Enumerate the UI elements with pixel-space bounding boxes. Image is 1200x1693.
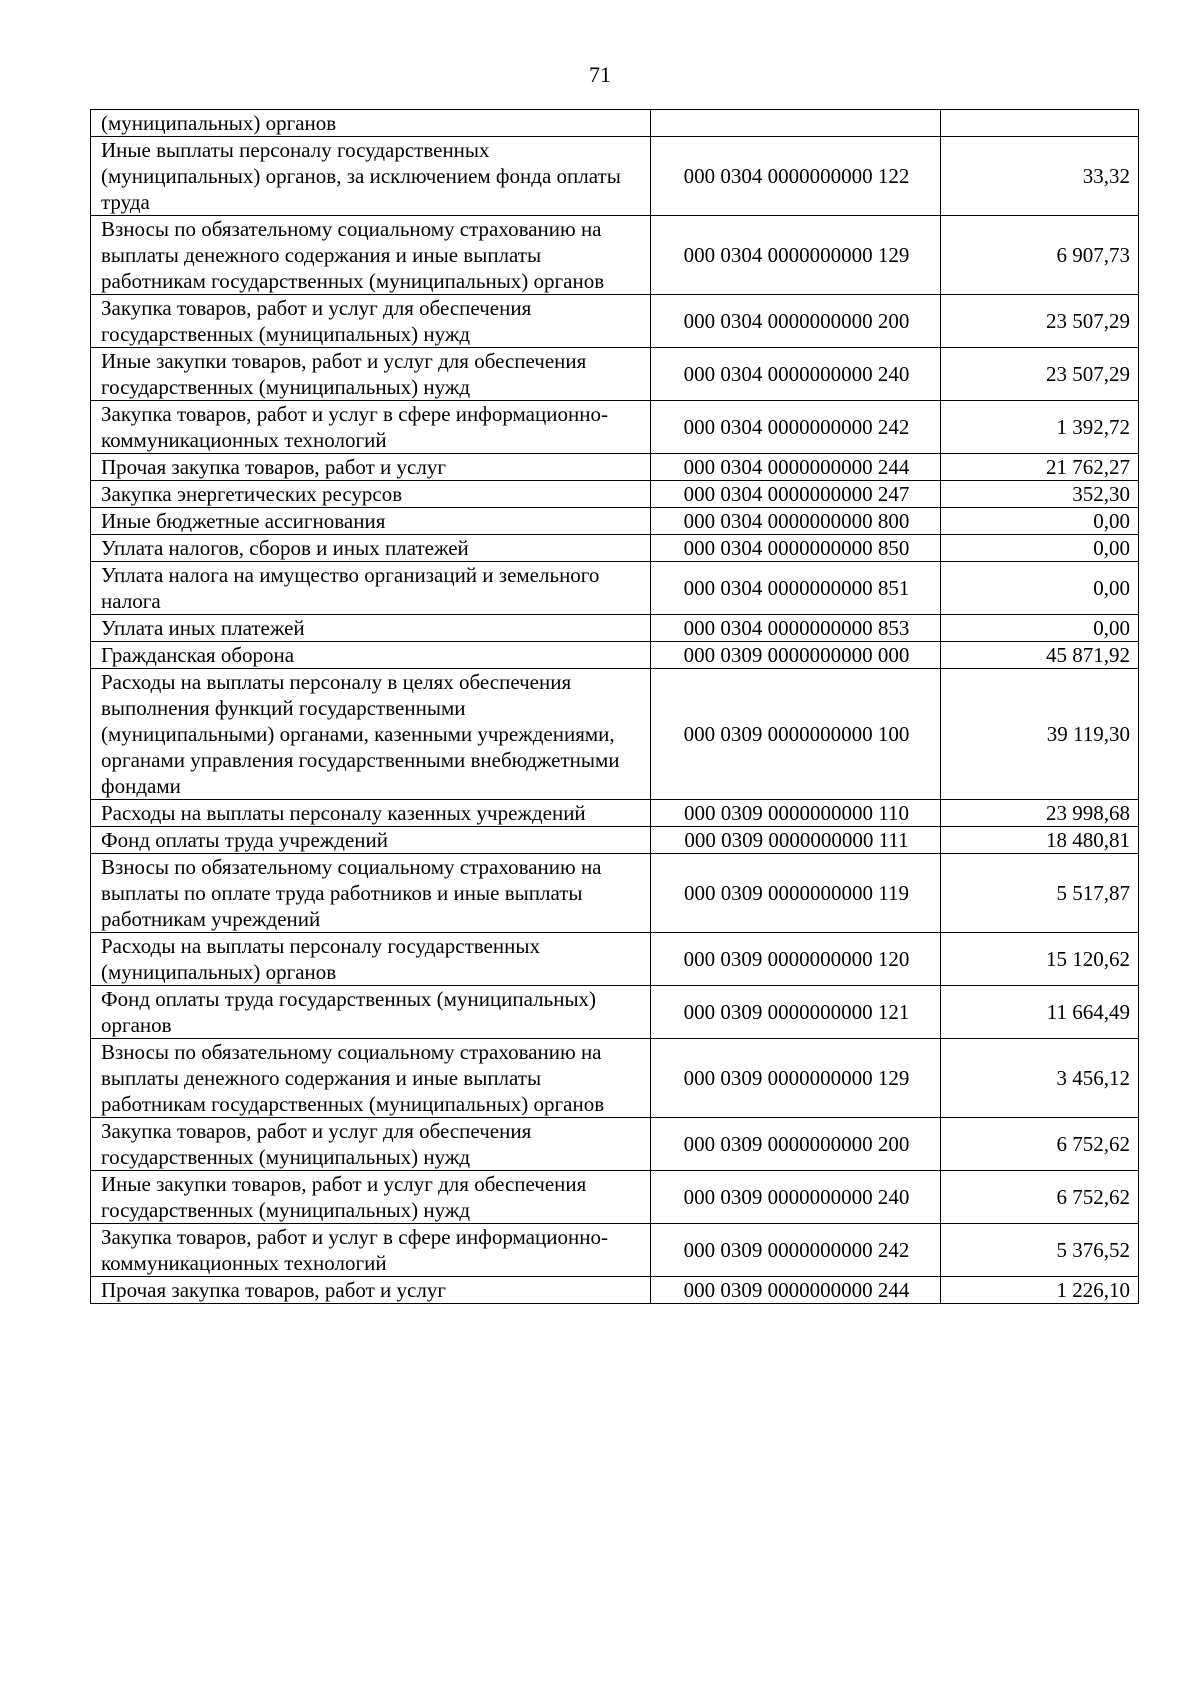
table-row: [91, 1171, 1139, 1224]
table-row: [91, 508, 1139, 535]
table-row: [91, 854, 1139, 933]
row-code-cell: 000 0304 0000000000 800: [651, 508, 941, 535]
row-description-cell: Уплата налогов, сборов и иных платежей: [91, 535, 651, 562]
row-description-cell: Взносы по обязательному социальному страхованию на выплаты денежного содержания и иные выплаты работникам государственных (муниципальных) органов: [91, 216, 651, 295]
row-amount-cell: 33,32: [941, 137, 1139, 216]
row-description-cell: Закупка товаров, работ и услуг для обеспечения государственных (муниципальных) нужд: [91, 295, 651, 348]
row-description-cell: Уплата налога на имущество организаций и земельного налога: [91, 562, 651, 615]
table-row: [91, 137, 1139, 216]
row-amount-cell: [941, 110, 1139, 137]
row-code-cell: 000 0304 0000000000 851: [651, 562, 941, 615]
row-description-cell: Закупка товаров, работ и услуг в сфере информационно-коммуникационных технологий: [91, 401, 651, 454]
page-number: 71: [589, 62, 611, 87]
table-row: [91, 827, 1139, 854]
table-row: [91, 481, 1139, 508]
row-amount-cell: 39 119,30: [941, 669, 1139, 800]
row-amount-cell: 0,00: [941, 508, 1139, 535]
row-description-cell: Прочая закупка товаров, работ и услуг: [91, 1277, 651, 1304]
row-amount-cell: 0,00: [941, 615, 1139, 642]
row-code-cell: 000 0309 0000000000 110: [651, 800, 941, 827]
row-amount-cell: 11 664,49: [941, 986, 1139, 1039]
table-row: [91, 535, 1139, 562]
row-amount-cell: 23 507,29: [941, 295, 1139, 348]
row-code-cell: 000 0309 0000000000 111: [651, 827, 941, 854]
row-amount-cell: 6 752,62: [941, 1118, 1139, 1171]
row-amount-cell: 1 226,10: [941, 1277, 1139, 1304]
budget-table: [90, 109, 1139, 1304]
row-amount-cell: 352,30: [941, 481, 1139, 508]
row-code-cell: 000 0304 0000000000 850: [651, 535, 941, 562]
row-amount-cell: 45 871,92: [941, 642, 1139, 669]
row-code-cell: 000 0309 0000000000 121: [651, 986, 941, 1039]
row-code-cell: 000 0309 0000000000 240: [651, 1171, 941, 1224]
row-amount-cell: 0,00: [941, 562, 1139, 615]
row-code-cell: 000 0304 0000000000 244: [651, 454, 941, 481]
row-amount-cell: 6 752,62: [941, 1171, 1139, 1224]
row-amount-cell: 6 907,73: [941, 216, 1139, 295]
row-description-cell: Закупка товаров, работ и услуг для обеспечения государственных (муниципальных) нужд: [91, 1118, 651, 1171]
budget-table-body: [91, 110, 1139, 1304]
table-row: [91, 454, 1139, 481]
row-code-cell: 000 0309 0000000000 129: [651, 1039, 941, 1118]
row-description-cell: Иные закупки товаров, работ и услуг для обеспечения государственных (муниципальных) нужд: [91, 348, 651, 401]
row-amount-cell: 21 762,27: [941, 454, 1139, 481]
row-code-cell: 000 0309 0000000000 100: [651, 669, 941, 800]
row-description-cell: Иные бюджетные ассигнования: [91, 508, 651, 535]
row-code-cell: 000 0309 0000000000 000: [651, 642, 941, 669]
row-code-cell: 000 0304 0000000000 240: [651, 348, 941, 401]
row-description-cell: Расходы на выплаты персоналу казенных учреждений: [91, 800, 651, 827]
table-row: [91, 1039, 1139, 1118]
row-code-cell: 000 0304 0000000000 242: [651, 401, 941, 454]
row-amount-cell: 5 376,52: [941, 1224, 1139, 1277]
row-amount-cell: 0,00: [941, 535, 1139, 562]
table-row: [91, 110, 1139, 137]
row-amount-cell: 3 456,12: [941, 1039, 1139, 1118]
row-description-cell: Иные закупки товаров, работ и услуг для обеспечения государственных (муниципальных) нужд: [91, 1171, 651, 1224]
row-code-cell: 000 0309 0000000000 242: [651, 1224, 941, 1277]
row-code-cell: 000 0304 0000000000 129: [651, 216, 941, 295]
row-description-cell: Закупка энергетических ресурсов: [91, 481, 651, 508]
row-description-cell: Расходы на выплаты персоналу государственных (муниципальных) органов: [91, 933, 651, 986]
row-description-cell: Расходы на выплаты персоналу в целях обеспечения выполнения функций государственными (муниципальными) органами, казенными учреждениями, органами управления государственными внебюджетными фондами: [91, 669, 651, 800]
row-amount-cell: 15 120,62: [941, 933, 1139, 986]
row-description-cell: Взносы по обязательному социальному страхованию на выплаты по оплате труда работников и иные выплаты работникам учреждений: [91, 854, 651, 933]
row-description-cell: (муниципальных) органов: [91, 110, 651, 137]
row-code-cell: 000 0309 0000000000 244: [651, 1277, 941, 1304]
table-row: [91, 800, 1139, 827]
table-row: [91, 615, 1139, 642]
row-description-cell: Иные выплаты персоналу государственных (муниципальных) органов, за исключением фонда оплаты труда: [91, 137, 651, 216]
row-code-cell: 000 0304 0000000000 200: [651, 295, 941, 348]
row-code-cell: 000 0309 0000000000 119: [651, 854, 941, 933]
table-row: [91, 986, 1139, 1039]
table-row: [91, 933, 1139, 986]
row-amount-cell: 18 480,81: [941, 827, 1139, 854]
table-row: [91, 669, 1139, 800]
table-row: [91, 1277, 1139, 1304]
row-description-cell: Уплата иных платежей: [91, 615, 651, 642]
row-amount-cell: 23 998,68: [941, 800, 1139, 827]
row-code-cell: [651, 110, 941, 137]
row-code-cell: 000 0304 0000000000 853: [651, 615, 941, 642]
table-row: [91, 348, 1139, 401]
table-row: [91, 216, 1139, 295]
row-description-cell: Взносы по обязательному социальному страхованию на выплаты денежного содержания и иные выплаты работникам государственных (муниципальных) органов: [91, 1039, 651, 1118]
table-row: [91, 1224, 1139, 1277]
row-description-cell: Закупка товаров, работ и услуг в сфере информационно-коммуникационных технологий: [91, 1224, 651, 1277]
row-description-cell: Фонд оплаты труда государственных (муниципальных) органов: [91, 986, 651, 1039]
row-code-cell: 000 0309 0000000000 120: [651, 933, 941, 986]
row-description-cell: Фонд оплаты труда учреждений: [91, 827, 651, 854]
row-amount-cell: 1 392,72: [941, 401, 1139, 454]
table-row: [91, 401, 1139, 454]
table-row: [91, 562, 1139, 615]
table-row: [91, 1118, 1139, 1171]
row-description-cell: Прочая закупка товаров, работ и услуг: [91, 454, 651, 481]
row-amount-cell: 5 517,87: [941, 854, 1139, 933]
row-code-cell: 000 0309 0000000000 200: [651, 1118, 941, 1171]
row-code-cell: 000 0304 0000000000 122: [651, 137, 941, 216]
row-code-cell: 000 0304 0000000000 247: [651, 481, 941, 508]
table-row: [91, 295, 1139, 348]
row-amount-cell: 23 507,29: [941, 348, 1139, 401]
row-description-cell: Гражданская оборона: [91, 642, 651, 669]
table-row: [91, 642, 1139, 669]
